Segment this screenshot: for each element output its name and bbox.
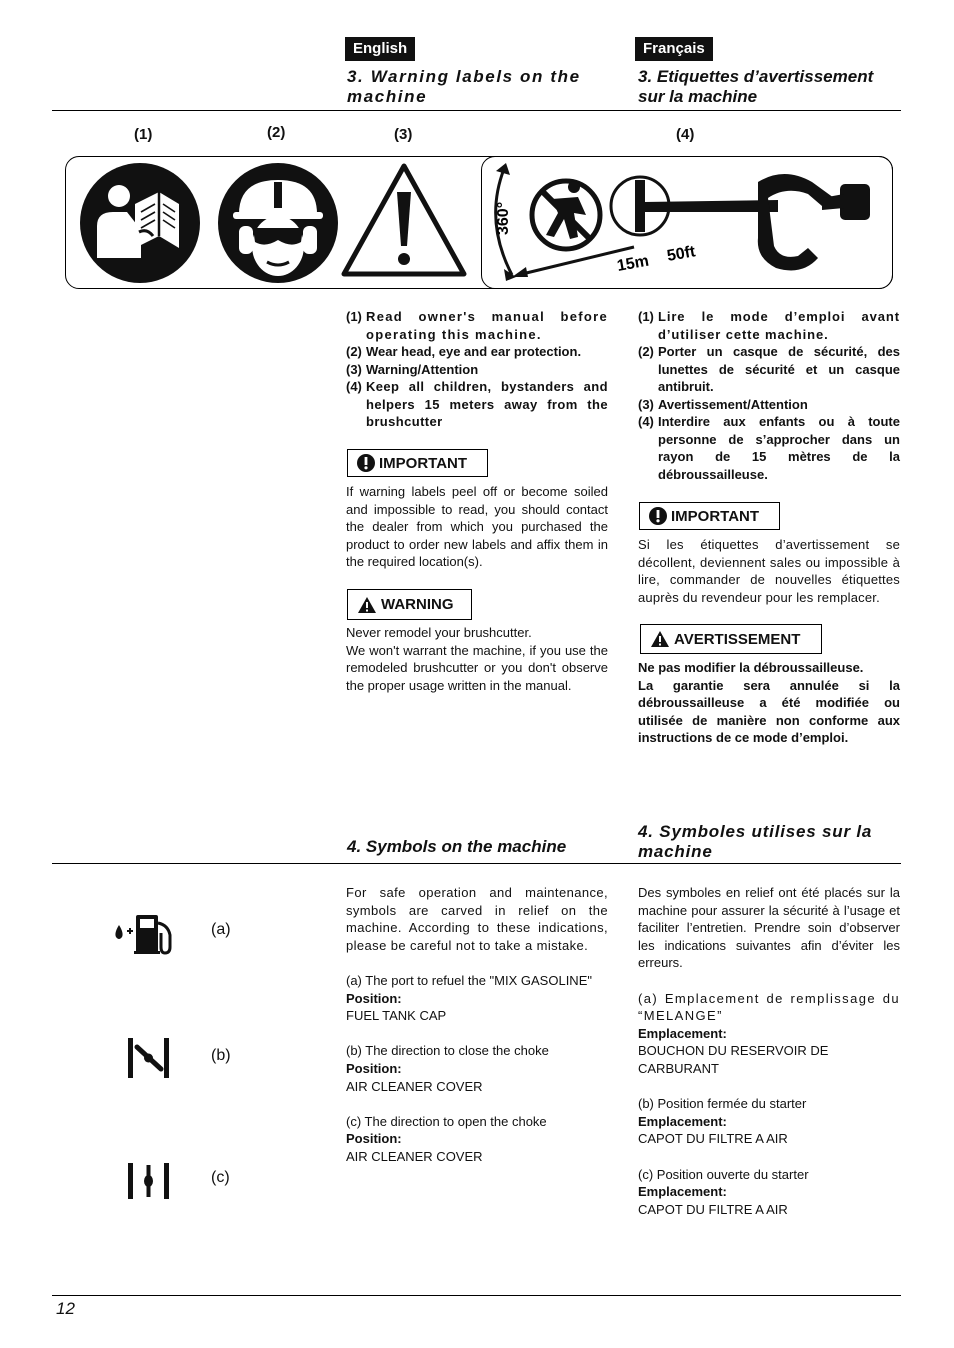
label-descriptions-en [346,308,608,431]
position-label: Position: [346,990,402,1006]
important-badge-fr: IMPORTANT [639,502,780,530]
list-item: (2) Porter un casque de sécurité, des lunettes de sécurité et un casque antibruit. [638,344,900,394]
helmet-protection-icon [217,162,339,284]
warning-line: La garantie sera annulée si la débroussailleuse a été modifiée ou utilisée de manière non conforme aux instructions de ce mode d’emploi. [638,677,900,746]
symbol-desc: (b) Position fermée du starter [638,1096,807,1112]
warning-text-en [346,624,608,694]
section4-rule [52,863,901,864]
symbol-desc: (c) The direction to open the choke [346,1113,547,1129]
position-value: CAPOT DU FILTRE A AIR [638,1201,788,1217]
symbols-text-fr [638,884,900,1218]
symbol-desc: (c) Position ouverte du starter [638,1166,809,1182]
warning-badge-fr: AVERTISSEMENT [640,624,822,654]
list-item: (1) Lire le mode d’emploi avant d’utiliser cette machine. [638,309,900,342]
list-item: (3) Avertissement/Attention [638,396,808,412]
important-text-fr: Si les étiquettes d’avertissement se décollent, deviennent sales ou impossible à lire, commander de nouvelles étiquettes auprès du revendeur pour les remplacer. [638,537,900,605]
section3-title-en: 3. Warning labels on the machine [347,67,581,106]
footer-rule [52,1295,901,1296]
symbol-label-b: (b) [211,1047,231,1064]
section4-title-en: 4. Symbols on the machine [347,837,567,856]
exclamation-circle-icon [649,507,667,525]
label-num-2: (2) [267,124,286,141]
page-number: 12 [56,1299,75,1318]
section3-title-fr: 3. Etiquettes d’avertissement sur la machine [638,67,874,106]
exclamation-circle-icon [357,454,375,472]
position-value: FUEL TANK CAP [346,1008,447,1024]
list-item: (4) Keep all children, bystanders and helpers 15 meters away from the brushcutter [346,379,608,429]
lang-tag-english: English [345,37,415,61]
warning-triangle-icon [357,596,377,614]
warning-line: We won't warrant the machine, if you use the remodeled brushcutter or you don't observe the proper usage written in the manual. [346,642,608,693]
position-value: AIR CLEANER COVER [346,1078,483,1094]
section3-rule [52,110,901,111]
symbol-desc: (a) Emplacement de remplissage du “MELANGE” [638,990,900,1024]
distance-m-label: 15m [615,252,651,275]
warning-line: Ne pas modifier la débroussailleuse. [638,660,864,675]
read-manual-icon [79,162,201,284]
important-text-en: If warning labels peel off or become soiled and impossible to read, you should contact the dealer from which you purchased the product to order new labels and affix them in the required location(s). [346,484,608,570]
position-value: CAPOT DU FILTRE A AIR [638,1131,788,1147]
symbol-label-a: (a) [211,921,231,938]
list-item: (2) Wear head, eye and ear protection. [346,344,582,359]
section4-title-fr: 4. Symboles utilises sur la machine [638,822,873,861]
warning-badge-en: WARNING [347,589,472,620]
intro-paragraph: For safe operation and maintenance, symbols are carved in relief on the machine. According to these indications, please be careful not to take a mistake. [346,885,608,953]
list-item: (4) Interdire aux enfants ou à toute personne de s’approcher dans un rayon de 15 mètres de la débroussailleuse. [638,414,900,482]
warning-text-fr [638,659,900,747]
lang-tag-french: Français [635,37,713,61]
warning-line: Never remodel your brushcutter. [346,625,532,640]
choke-open-icon [127,1162,170,1200]
list-item: (1) Read owner's manual before operating this machine. [346,309,608,342]
symbol-label-c: (c) [211,1169,230,1186]
position-value: AIR CLEANER COVER [346,1148,483,1164]
position-label: Emplacement: [638,1184,727,1200]
position-value: BOUCHON DU RESERVOIR DE CARBURANT [638,1043,829,1076]
warning-triangle-icon [340,162,468,278]
warning-triangle-icon [650,630,670,648]
fuel-icon [112,911,176,955]
label-num-3: (3) [394,126,413,143]
position-label: Position: [346,1060,402,1076]
list-item: (3) Warning/Attention [346,361,479,377]
symbols-text-en [346,884,608,1166]
label-num-4: (4) [676,126,695,143]
position-label: Emplacement: [638,1113,727,1129]
symbol-desc: (b) The direction to close the choke [346,1043,549,1059]
label-num-1: (1) [134,126,153,143]
intro-paragraph: Des symboles en relief ont été placés sur la machine pour assurer la sécurité à l’usage et faciliter l’entretien. Prendre soin d’observer les indications suivantes afin d’éviter les erreurs. [638,885,900,971]
position-label: Position: [346,1131,402,1147]
label-descriptions-fr [638,308,900,483]
angle-label: 360° [495,201,512,235]
choke-closed-icon [127,1037,170,1079]
brushcutter-icon [608,168,890,280]
position-label: Emplacement: [638,1025,727,1041]
important-badge-en: IMPORTANT [347,449,488,477]
distance-ft-label: 50ft [665,243,697,265]
symbol-desc: (a) The port to refuel the "MIX GASOLINE" [346,972,592,988]
